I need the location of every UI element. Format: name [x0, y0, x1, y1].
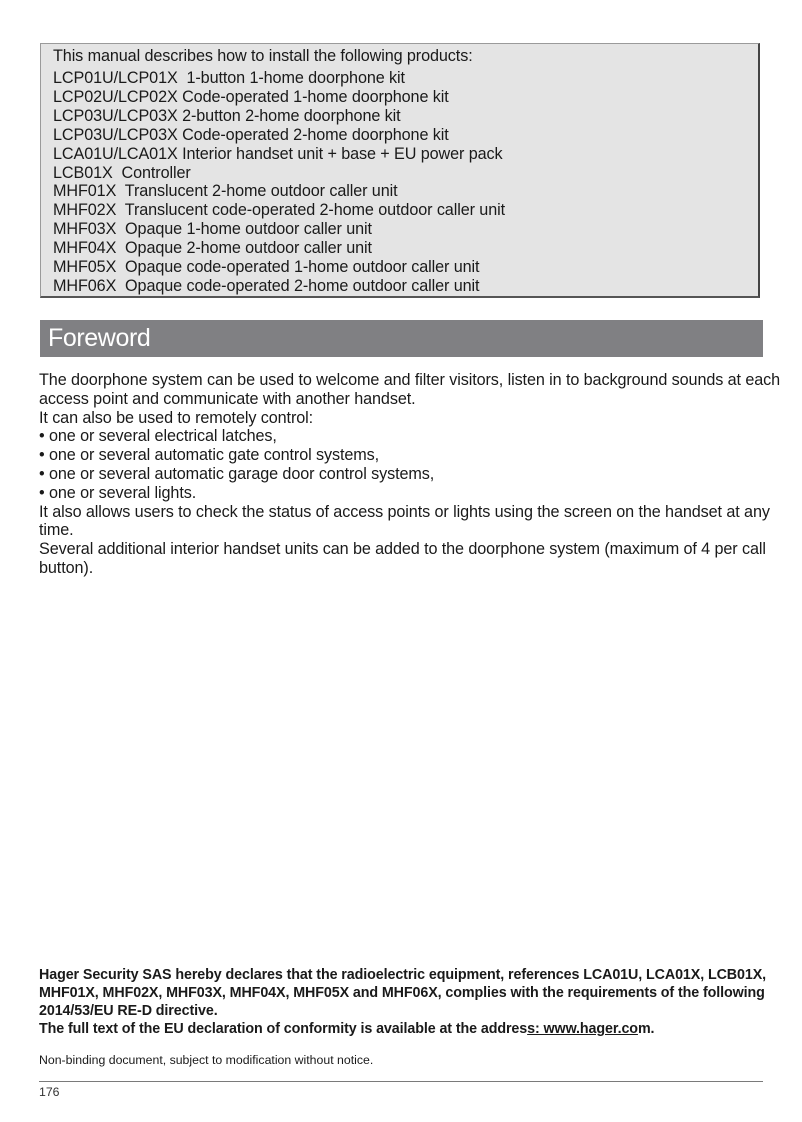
product-item: LCP02U/LCP02X Code-operated 1-home doorphone kit [53, 87, 449, 106]
footer-divider [39, 1081, 763, 1082]
products-intro: This manual describes how to install the following products: [53, 47, 473, 65]
product-item: LCA01U/LCA01X Interior handset unit + base + EU power pack [53, 144, 503, 163]
declaration-paragraph: Hager Security SAS hereby declares that the radioelectric equipment, references LCA01U, LCA01X, LCB01X, MHF01X, MHF02X, MHF03X, MHF04X, MHF05X and MHF06X, complies with the requirements of the following 2014/53/EU RE-D directive. [39, 967, 767, 1019]
conformity-declaration [39, 966, 784, 1038]
page-number: 176 [39, 1085, 60, 1099]
products-box [40, 43, 760, 298]
product-item: MHF06X Opaque code-operated 2-home outdoor caller unit [53, 276, 480, 295]
product-item: LCB01X Controller [53, 163, 191, 182]
foreword-paragraph: Several additional interior handset units can be added to the doorphone system (maximum of 4 per call button). [39, 540, 766, 577]
foreword-paragraph: It also allows users to check the status of access points or lights using the screen on the handset at any time. [39, 502, 770, 540]
foreword-bullet: • one or several lights. [39, 483, 197, 502]
products-list [53, 69, 758, 296]
foreword-bullet: • one or several automatic garage door control systems, [39, 464, 435, 483]
foreword-paragraph: The doorphone system can be used to welcome and filter visitors, listen in to background sounds at each access point and communicate with another handset. [39, 371, 781, 408]
conformity-suffix: m. [637, 1021, 655, 1037]
product-item: MHF01X Translucent 2-home outdoor caller unit [53, 182, 398, 201]
foreword-heading: Foreword [40, 320, 763, 357]
product-item: MHF02X Translucent code-operated 2-home outdoor caller unit [53, 201, 505, 220]
conformity-line [39, 1020, 784, 1038]
foreword-body [39, 371, 784, 578]
disclaimer: Non-binding document, subject to modification without notice. [39, 1053, 374, 1067]
foreword-bullet: • one or several electrical latches, [39, 427, 277, 446]
product-item: LCP03U/LCP03X 2-button 2-home doorphone kit [53, 106, 401, 125]
foreword-bullet: • one or several automatic gate control systems, [39, 446, 380, 465]
conformity-text: The full text of the EU declaration of conformity is available at the addres [39, 1021, 528, 1037]
product-item: LCP03U/LCP03X Code-operated 2-home doorphone kit [53, 125, 449, 144]
hager-website-link[interactable]: s: www.hager.co [527, 1021, 638, 1037]
product-item: MHF03X Opaque 1-home outdoor caller unit [53, 220, 372, 239]
product-item: MHF04X Opaque 2-home outdoor caller unit [53, 239, 372, 258]
product-item: LCP01U/LCP01X 1-button 1-home doorphone kit [53, 69, 405, 87]
foreword-paragraph: It can also be used to remotely control: [39, 408, 314, 427]
product-item: MHF05X Opaque code-operated 1-home outdoor caller unit [53, 258, 480, 277]
